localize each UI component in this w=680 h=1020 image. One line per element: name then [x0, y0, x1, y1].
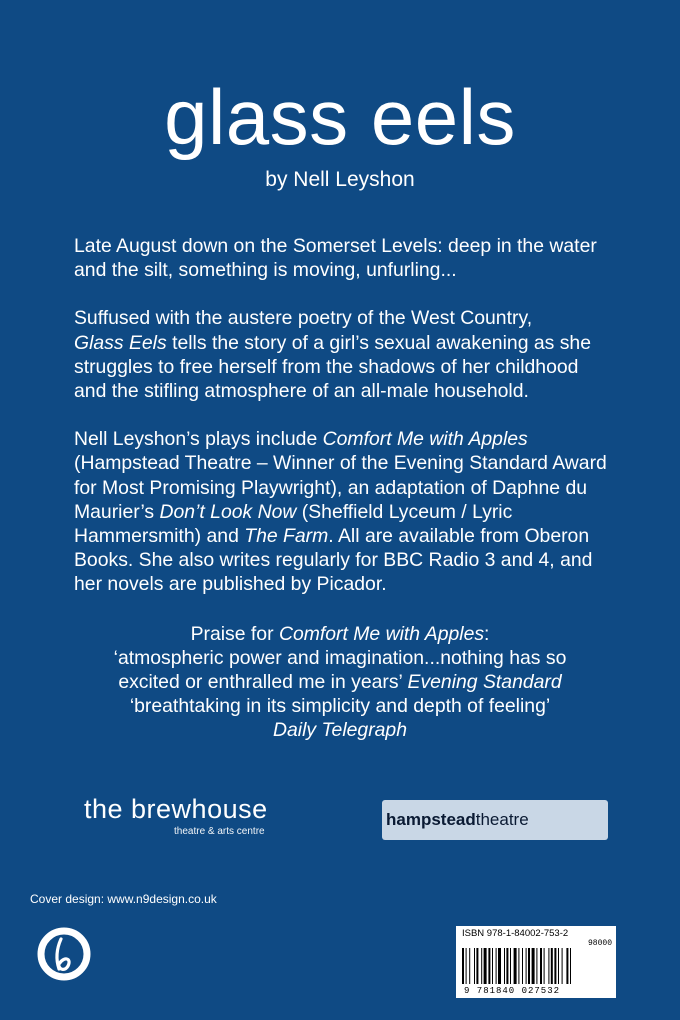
blurb-p3-play2: Don’t Look Now — [159, 500, 297, 523]
barcode-bar — [532, 948, 535, 984]
blurb-p3-play3: The Farm — [244, 525, 329, 548]
barcode-bar — [474, 948, 475, 984]
praise-quote-1a: ‘atmospheric power and imagination...nothing has so — [113, 647, 567, 669]
praise-quote-1b-line — [40, 670, 640, 694]
blurb-text — [74, 234, 614, 621]
brewhouse-logo — [84, 796, 304, 837]
barcode-bar — [481, 948, 482, 984]
ean-digits: 9 781840 027532 — [464, 986, 561, 996]
barcode-bar — [506, 948, 508, 984]
barcode-bar — [536, 948, 537, 984]
brewhouse-name: the brewhouse — [84, 794, 268, 824]
blurb-p3-b: (Hampstead Theatre – Winner of the Evening Standard Award for Most Promising Playwright), an adaptation of Daphne du Maurier’s — [74, 452, 607, 523]
blurb-p2-rest: tells the story of a girl’s sexual awakening as she struggles to free herself from the shadows of her childhood and the stifling atmosphere of an all-male household. — [74, 331, 591, 403]
barcode-bar — [514, 948, 517, 984]
praise-intro-text: Praise for — [190, 623, 279, 645]
blurb-p3-a: Nell Leyshon’s plays include — [74, 428, 323, 451]
barcode-bar — [469, 948, 470, 984]
barcode-bar — [504, 948, 505, 984]
blurb-p3-d: . All are available from Oberon Books. She also writes regularly for BBC Radio 3 and 4, and her novels are published by Picador. — [74, 525, 593, 596]
barcode-bar — [540, 948, 542, 984]
barcode-price-code: 98000 — [587, 939, 612, 948]
barcode-bar — [551, 948, 553, 984]
barcode-bar — [528, 948, 530, 984]
barcode-bar — [484, 948, 487, 984]
hampstead-bold: hampstead — [386, 810, 476, 829]
barcode-bar — [496, 948, 497, 984]
blurb-p2-title: Glass Eels — [74, 331, 167, 354]
praise-source-2: Daily Telegraph — [272, 719, 408, 741]
blurb-paragraph-1: Late August down on the Somerset Levels: deep in the water and the silt, something is moving, unfurling... — [74, 235, 597, 282]
barcode-bar — [548, 948, 549, 984]
isbn-number: ISBN 978-1-84002-753-2 — [462, 928, 569, 939]
barcode-bar — [558, 948, 559, 984]
praise-intro-end: : — [484, 623, 490, 645]
barcode-bar — [566, 948, 568, 984]
hampstead-theatre-logo — [382, 800, 608, 840]
praise-intro — [40, 622, 640, 646]
barcode-bar — [498, 948, 501, 984]
blurb-paragraph-2 — [74, 306, 614, 403]
barcode-bar — [492, 948, 493, 984]
isbn-barcode — [456, 926, 616, 998]
barcode-bar — [526, 948, 527, 984]
barcode-bar — [562, 948, 563, 984]
praise-source-2-line — [40, 718, 640, 742]
blurb-paragraph-3 — [74, 427, 614, 596]
praise-source-1: Evening Standard — [407, 671, 562, 693]
barcode-bar — [466, 948, 467, 984]
barcode-bar — [544, 948, 545, 984]
oberon-books-logo-icon — [36, 926, 92, 982]
blurb-p3-play1: Comfort Me with Apples — [322, 428, 528, 451]
praise-intro-title: Comfort Me with Apples — [278, 623, 485, 645]
cover-design-credit: Cover design: www.n9design.co.uk — [30, 892, 217, 906]
barcode-bar — [554, 948, 556, 984]
praise-quote-1b: excited or enthralled me in years’ — [118, 671, 408, 693]
barcode-bar — [570, 948, 571, 984]
hampstead-light: theatre — [475, 810, 529, 829]
barcode-bar — [488, 948, 490, 984]
barcode-bar — [476, 948, 478, 984]
praise-quote-2: ‘breathtaking in its simplicity and depth of feeling’ — [129, 695, 551, 717]
barcode-bar — [510, 948, 511, 984]
book-title: glass eels — [164, 73, 516, 161]
brewhouse-subtitle: theatre & arts centre — [174, 826, 265, 837]
barcode-bar — [518, 948, 519, 984]
blurb-p3-c: (Sheffield Lyceum / Lyric Hammersmith) and — [74, 500, 513, 548]
barcode-bar — [522, 948, 523, 984]
blurb-p2-lead: Suffused with the austere poetry of the West Country, — [74, 307, 533, 330]
barcode-bar — [462, 948, 464, 984]
author-byline: by Nell Leyshon — [265, 168, 415, 191]
praise-section — [40, 622, 640, 742]
